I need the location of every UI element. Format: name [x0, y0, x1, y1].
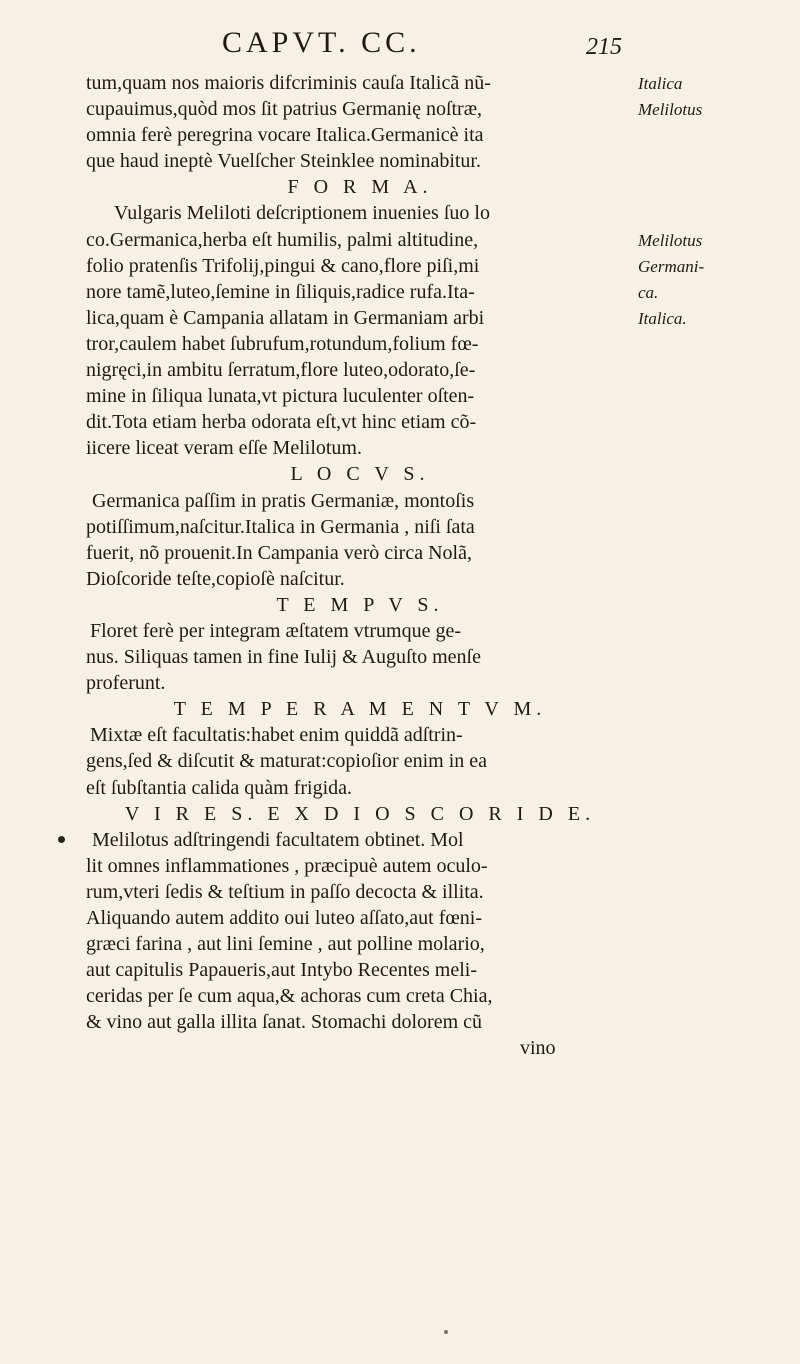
margin-note: Italica.: [638, 308, 687, 328]
text-line: potiſſimum,naſcitur.Italica in Germania , niſi ſata: [86, 515, 475, 538]
text-line: co.Germanica,herba eſt humilis, palmi altitudine,: [86, 228, 479, 251]
section-heading: L O C V S.: [290, 463, 430, 486]
text-line: gens,ſed & diſcutit & maturat:copioſior enim in ea: [86, 750, 488, 773]
text-line: que haud ineptè Vuelſcher Steinklee nominabitur.: [86, 150, 481, 173]
text-line: mine in ſiliqua lunata,vt pictura luculenter oſten-: [86, 385, 475, 408]
margin-note: Melilotus: [638, 100, 703, 120]
text-line: omnia ferè peregrina vocare Italica.Germanicè ita: [86, 124, 484, 147]
margin-note: ca.: [638, 282, 659, 302]
page-number: 215: [586, 34, 622, 60]
text-line: lica,quam è Campania allatam in Germaniam arbi: [86, 306, 485, 329]
text-line: ceridas per ſe cum aqua,& achoras cum creta Chia,: [86, 985, 493, 1008]
section-heading: T E M P E R A M E N T V M.: [173, 698, 547, 721]
margin-note: Melilotus: [638, 230, 703, 250]
text-line: cupauimus,quòd mos ſit patrius Germanię noſtræ,: [86, 98, 483, 121]
text-line: Melilotus adſtringendi facultatem obtinet. Mol: [92, 828, 464, 851]
section-heading: T E M P V S.: [276, 593, 444, 616]
margin-note: Italica: [638, 74, 683, 93]
text-line: fuerit, nõ prouenit.In Campania verò circa Nolã,: [86, 541, 472, 564]
text-line: nore tamẽ,luteo,ſemine in ſiliquis,radice rufa.Ita-: [86, 280, 475, 303]
text-line: Mixtæ eſt facultatis:habet enim quiddã adſtrin-: [90, 724, 463, 747]
running-head: [0, 20, 800, 60]
text-line: Germanica paſſim in pratis Germaniæ, montoſis: [92, 489, 475, 512]
text-line: Dioſcoride teſte,copioſè naſcitur.: [86, 567, 345, 590]
text-line: folio pratenſis Trifolij,pingui & cano,flore piſi,mi: [86, 254, 480, 277]
text-line: & vino aut galla illita ſanat. Stomachi dolorem cũ: [86, 1011, 483, 1034]
text-line: vino: [520, 1037, 556, 1060]
ink-speck: [58, 836, 65, 843]
text-line: tum,quam nos maioris difcriminis cauſa Italicã nũ-: [86, 72, 491, 94]
text-line: eſt ſubſtantia calida quàm frigida.: [86, 776, 353, 799]
text-line: nus. Siliquas tamen in fine Iulij & Auguſto menſe: [86, 646, 481, 669]
main-text-column: [86, 70, 634, 1062]
text-line: græci farina , aut lini ſemine , aut polline molario,: [86, 933, 485, 956]
text-line: Floret ferè per integram æſtatem vtrumque ge-: [90, 619, 461, 642]
text-line: lit omnes inflammationes , præcipuè autem oculo-: [86, 854, 488, 877]
text-line: iicere liceat veram eſſe Melilotum.: [86, 437, 362, 460]
text-line: dit.Tota etiam herba odorata eſt,vt hinc etiam cõ-: [86, 411, 477, 434]
chapter-title: CAPVT. CC.: [222, 26, 421, 59]
ink-speck: [444, 1330, 448, 1334]
text-line: rum,vteri ſedis & teſtium in paſſo decocta & illita.: [86, 880, 484, 903]
section-heading: F O R M A.: [287, 176, 433, 199]
section-heading: V I R E S. E X D I O S C O R I D E.: [124, 802, 596, 825]
text-line: Aliquando autem addito oui luteo aſſato,aut fœni-: [86, 907, 483, 929]
text-line: Vulgaris Meliloti deſcriptionem inuenies ſuo lo: [114, 202, 490, 225]
text-line: nigręci,in ambitu ſerratum,flore luteo,odorato,ſe-: [86, 359, 476, 382]
margin-note: Germani-: [638, 256, 705, 276]
text-line: proferunt.: [86, 672, 166, 695]
text-line: aut capitulis Papaueris,aut Intybo Recentes meli-: [86, 959, 477, 982]
text-line: tror,caulem habet ſubrufum,rotundum,folium fœ-: [86, 332, 479, 355]
